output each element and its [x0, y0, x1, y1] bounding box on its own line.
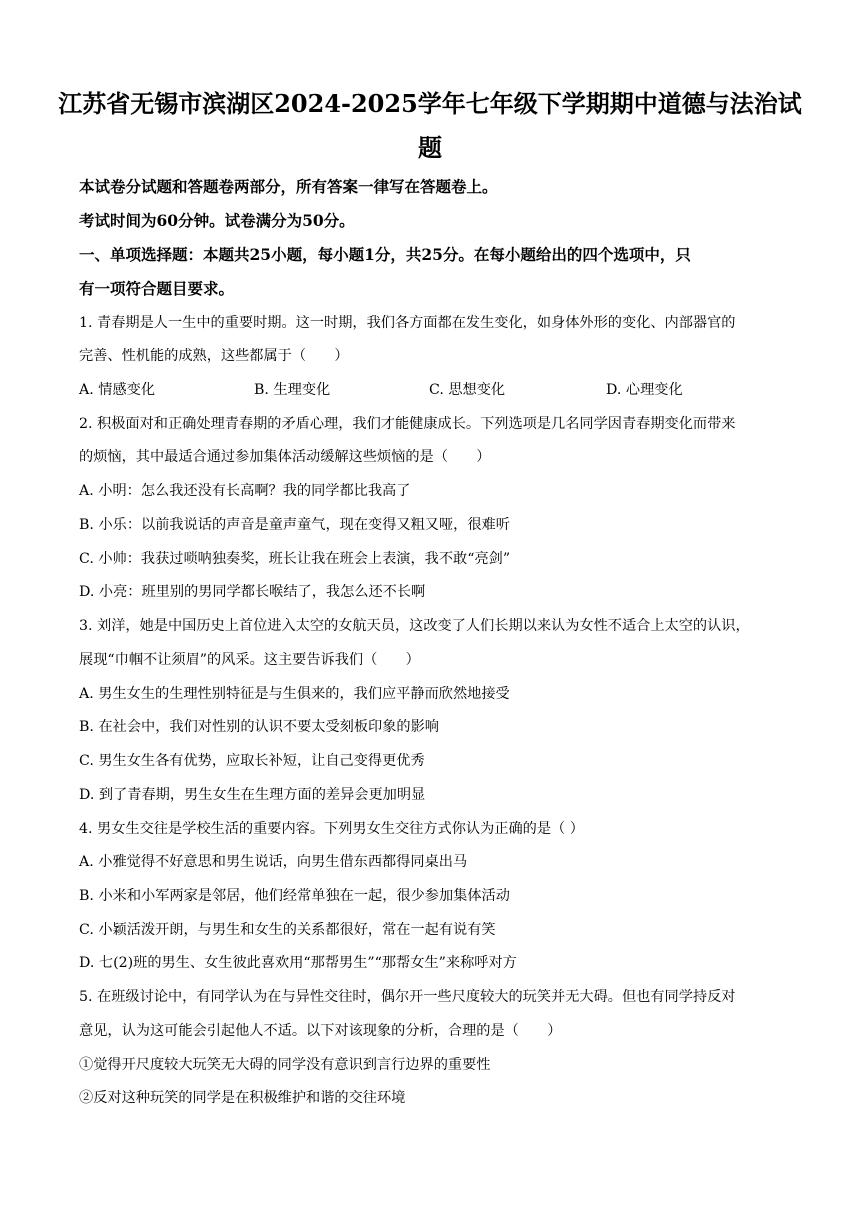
q5-stem-line-1: 5. 在班级讨论中，有同学认为在与异性交往时，偶尔开一些尺度较大的玩笑并无大碍。但也有同学持反对	[79, 989, 736, 1005]
q2-stem-line-2: 的烦恼，其中最适合通过参加集体活动缓解这些烦恼的是（ ）	[79, 449, 491, 465]
section-heading-line-1: 一、单项选择题：本题共25小题，每小题1分，共25分。在每小题给出的四个选项中，只	[79, 245, 691, 264]
q2-option-c: C. 小帅：我获过唢呐独奏奖，班长让我在班会上表演，我不敢“亮剑”	[79, 551, 511, 567]
q2-option-b: B. 小乐：以前我说话的声音是童声童气，现在变得又粗又哑，很难听	[79, 517, 510, 533]
q3-option-b: B. 在社会中，我们对性别的认识不要太受刻板印象的影响	[79, 719, 439, 735]
exam-title-line-1: 江苏省无锡市滨湖区2024-2025学年七年级下学期期中道德与法治试	[58, 89, 802, 118]
q1-stem-line-2: 完善、性机能的成熟，这些都属于（ ）	[79, 348, 349, 364]
q4-stem-line-1: 4. 男女生交往是学校生活的重要内容。下列男女生交往方式你认为正确的是（ ）	[79, 821, 584, 837]
q2-option-a: A. 小明：怎么我还没有长高啊？我的同学都比我高了	[79, 483, 411, 499]
q3-option-d: D. 到了青春期，男生女生在生理方面的差异会更加明显	[79, 787, 426, 803]
q5-statement-1: ①觉得开尺度较大玩笑无大碍的同学没有意识到言行边界的重要性	[79, 1057, 491, 1073]
q5-stem-line-2: 意见，认为这可能会引起他人不适。以下对该现象的分析，合理的是（ ）	[79, 1023, 562, 1039]
q4-option-b: B. 小米和小军两家是邻居，他们经常单独在一起，很少参加集体活动	[79, 888, 510, 904]
q4-option-a: A. 小雅觉得不好意思和男生说话，向男生借东西都得同桌出马	[79, 854, 468, 870]
q3-stem-line-1: 3. 刘洋，她是中国历史上首位进入太空的女航天员，这改变了人们长期以来认为女性不适合上太空的认识，	[79, 618, 750, 634]
section-heading-line-2: 有一项符合题目要求。	[79, 279, 235, 298]
q4-option-c: C. 小颖活泼开朗，与男生和女生的关系都很好，常在一起有说有笑	[79, 922, 496, 938]
q1-stem-line-1: 1. 青春期是人一生中的重要时期。这一时期，我们各方面都在发生变化，如身体外形的变化、内部器官的	[79, 315, 736, 331]
intro-line-1: 本试卷分试题和答题卷两部分，所有答案一律写在答题卷上。	[79, 177, 498, 196]
q3-option-a: A. 男生女生的生理性别特征是与生俱来的，我们应平静而欣然地接受	[79, 686, 510, 702]
exam-title-line-2: 题	[418, 133, 442, 162]
q2-option-d: D. 小亮：班里别的男同学都长喉结了，我怎么还不长啊	[79, 584, 426, 600]
q1-option-c: C. 思想变化	[429, 382, 506, 398]
q1-option-d: D. 心理变化	[606, 382, 683, 398]
intro-line-2: 考试时间为60分钟。试卷满分为50分。	[79, 211, 355, 230]
q2-stem-line-1: 2. 积极面对和正确处理青春期的矛盾心理，我们才能健康成长。下列选项是几名同学因青春期变化而带来	[79, 416, 736, 432]
q1-option-b: B. 生理变化	[254, 382, 331, 398]
q3-option-c: C. 男生女生各有优势，应取长补短，让自己变得更优秀	[79, 753, 425, 769]
q4-option-d: D. 七(2)班的男生、女生彼此喜欢用“那帮男生”“那帮女生”来称呼对方	[79, 955, 517, 971]
q1-option-a: A. 情感变化	[79, 382, 156, 398]
q3-stem-line-2: 展现“巾帼不让须眉”的风采。这主要告诉我们（ ）	[79, 652, 420, 668]
exam-title	[40, 82, 820, 170]
q5-statement-2: ②反对这种玩笑的同学是在积极维护和谐的交往环境	[79, 1090, 406, 1106]
